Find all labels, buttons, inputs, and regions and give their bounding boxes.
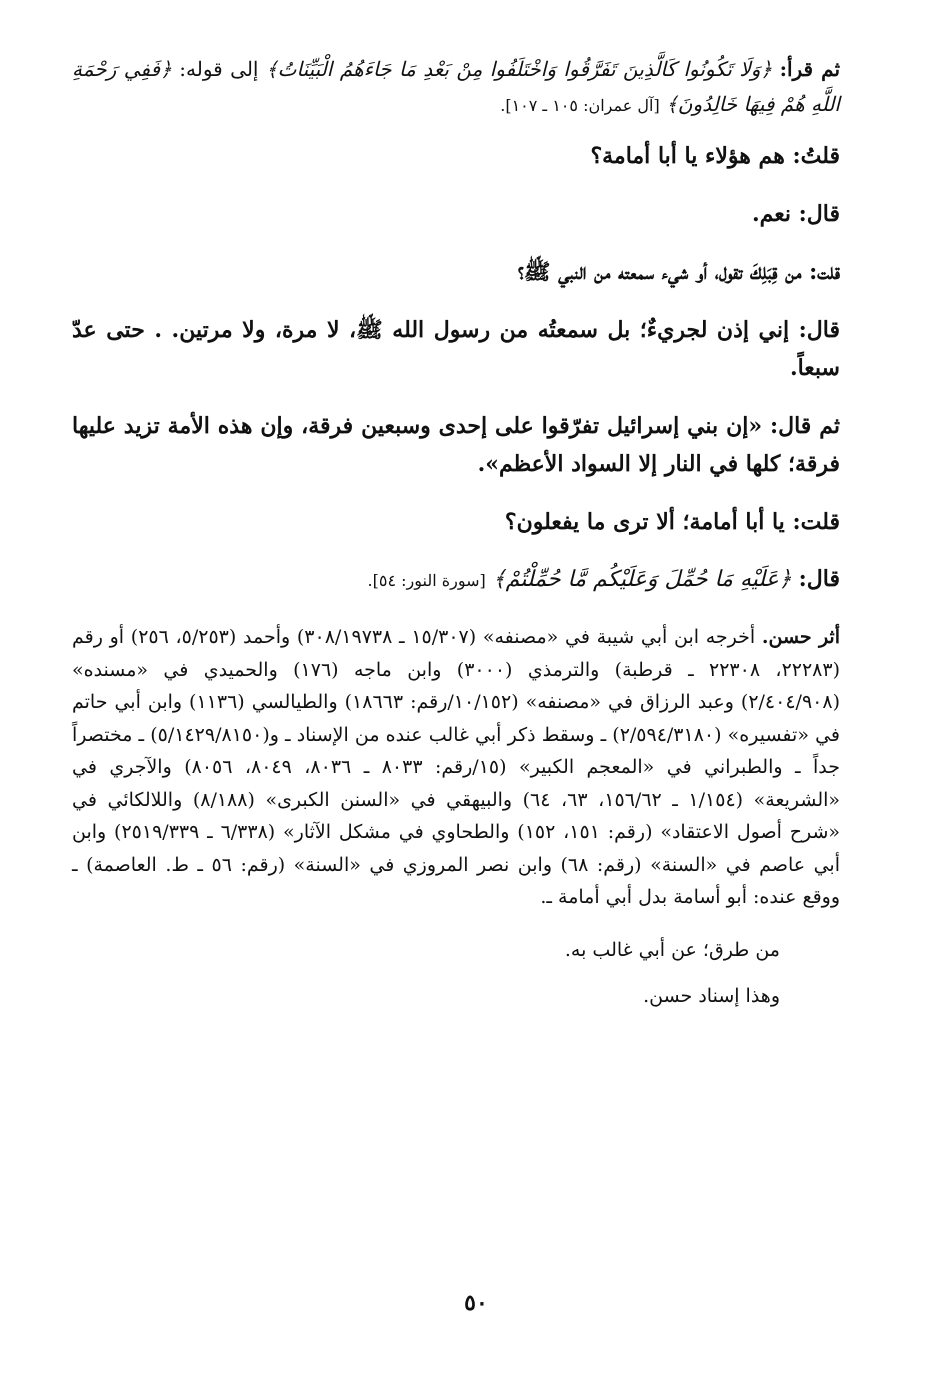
dialog-speaker: قال: bbox=[798, 566, 840, 592]
dialog-speaker: قلت: bbox=[809, 259, 840, 285]
quran-verse: ﴿عَلَيْهِ مَا حُمِّلَ وَعَلَيْكُم مَّا حُمِّلْتُمْ﴾ bbox=[492, 567, 792, 592]
intro-connector: إلى قوله: bbox=[179, 57, 259, 81]
closing-line-2: وهذا إسناد حسن. bbox=[643, 984, 780, 1007]
dialog-text: يا أبا أمامة؛ ألا ترى ما يفعلون؟ bbox=[504, 509, 785, 535]
dialog-speaker: قال: bbox=[798, 201, 840, 227]
takhrij-text: أخرجه ابن أبي شيبة في «مصنفه» (١٥/٣٠٧ ـ ٣٠٨/١٩٧٣٨) وأحمد (٥/٢٥٣، ٢٥٦) أو رقم (٢٢٢٨٣، ٢٢٣٠٨ ـ قرطبة) والترمذي (٣٠٠٠) وابن ماجه (١٧٦) والحميدي في «مسنده» (٢/٤٠٤/٩٠٨) وعبد الرزاق في «مصنفه» (١٠/١٥٢/رقم: ١٨٦٦٣) والطيالسي (١١٣٦) وابن أبي حاتم في «تفسيره» (٢/٥٩٤/٣١٨٠) ـ وسقط ذكر أبي غالب عنده من الإسناد ـ و(٥/١٤٢٩/٨١٥٠) ـ مختصراً جداً ـ والطبراني في «المعجم الكبير» (١٥/رقم: ٨٠٣٣ ـ ٨٠٣٦، ٨٠٤٩، ٨٠٥٦) والآجري في «الشريعة» (١/١٥٤ ـ ١٥٦/٦٢، ٦٣، ٦٤) والبيهقي في «السنن الكبرى» (٨/١٨٨) واللالكائي في «شرح أصول الاعتقاد» (رقم: ١٥١، ١٥٢) والطحاوي في مشكل الآثار» (٦/٣٣٨ ـ ٢٥١٩/٣٣٩) وابن أبي عاصم في «السنة» (رقم: ٦٨) وابن نصر المروزي في «السنة» (رقم: ٥٦ ـ ط. العاصمة) ـ ووقع عنده: أبو أسامة بدل أبي أمامة ـ. bbox=[72, 626, 841, 908]
quran-verse-end: ﴿فَفِي رَحْمَةِ اللَّهِ هُمْ فِيهَا خَالِدُونَ﴾ bbox=[72, 57, 840, 116]
page-body bbox=[72, 52, 840, 1026]
dialog-text: هم هؤلاء يا أبا أمامة؟ bbox=[590, 143, 785, 169]
dialog-speaker: قلتُ: bbox=[792, 143, 840, 169]
takhrij-paragraph bbox=[72, 621, 840, 914]
dialog-text: من قِبَلِكَ تقول، أو شيء سمعته من النبي ﷺ؟ bbox=[517, 259, 802, 285]
quran-reference: [آل عمران: ١٠٥ ـ ١٠٧]. bbox=[500, 96, 660, 115]
page-number: ٥٠ bbox=[464, 1290, 488, 1316]
dialog-text: «إن بني إسرائيل تفرّقوا على إحدى وسبعين فرقة، وإن هذه الأمة تزيد عليها فرقة؛ كلها في النار إلا السواد الأعظم». bbox=[72, 413, 840, 477]
dialog-line-6 bbox=[72, 503, 840, 541]
dialog-text: نعم. bbox=[751, 201, 791, 227]
quran-verse-start: ﴿وَلَا تَكُونُوا كَالَّذِينَ تَفَرَّقُوا وَاخْتَلَفُوا مِنْ بَعْدِ مَا جَاءَهُمُ الْبَيِّنَاتُ﴾ bbox=[265, 57, 773, 81]
quran-intro-paragraph bbox=[72, 52, 840, 123]
quran-reference: [سورة النور: ٥٤]. bbox=[367, 571, 486, 590]
dialog-line-1 bbox=[72, 137, 840, 175]
dialog-line-4 bbox=[72, 311, 840, 387]
grading-label: أثر حسن. bbox=[761, 626, 840, 648]
dialog-speaker: قلت: bbox=[792, 509, 840, 535]
dialog-line-5 bbox=[72, 407, 840, 483]
dialog-line-3 bbox=[72, 253, 840, 291]
closing-line-1: من طرق؛ عن أبي غالب به. bbox=[564, 938, 780, 961]
dialog-speaker: ثم قال: bbox=[770, 413, 840, 439]
dialog-line-2 bbox=[72, 195, 840, 233]
intro-label: ثم قرأ: bbox=[779, 57, 841, 81]
dialog-text: إني إذن لجريءٌ؛ بل سمعتُه من رسول الله ﷺ، لا مرة، ولا مرتين. . حتى عدّ سبعاً. bbox=[72, 317, 840, 381]
dialog-speaker: قال: bbox=[798, 317, 840, 343]
final-quran-line bbox=[72, 561, 840, 599]
